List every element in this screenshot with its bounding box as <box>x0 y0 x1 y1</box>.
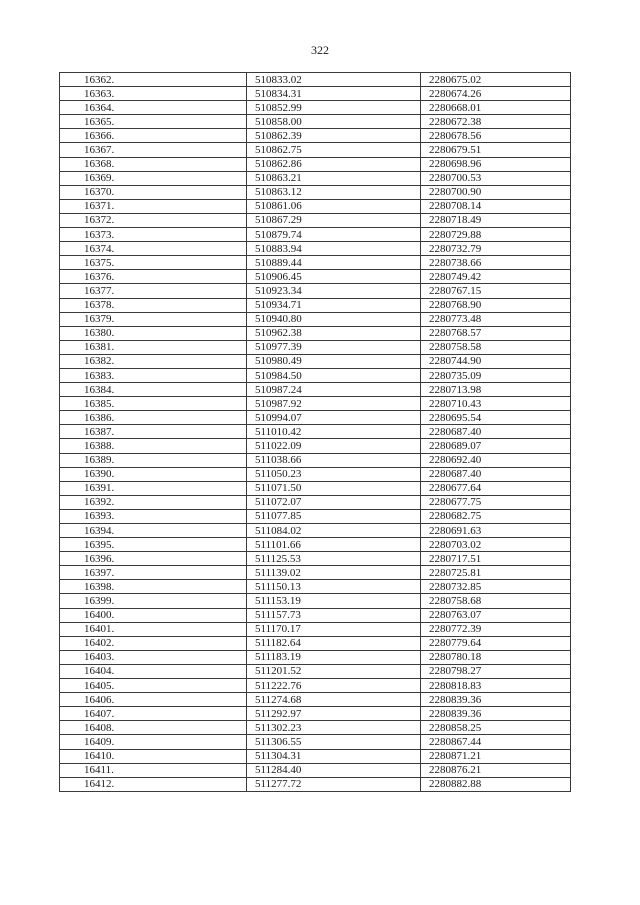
point-number-cell: 16372. <box>60 213 247 227</box>
y-coordinate-cell: 2280768.90 <box>421 298 571 312</box>
x-coordinate-cell: 511022.09 <box>247 439 421 453</box>
x-coordinate-cell: 510862.75 <box>247 143 421 157</box>
y-coordinate-cell: 2280780.18 <box>421 650 571 664</box>
table-row <box>60 763 571 777</box>
y-coordinate-cell: 2280839.36 <box>421 693 571 707</box>
x-coordinate-cell: 511284.40 <box>247 763 421 777</box>
y-coordinate-cell: 2280839.36 <box>421 707 571 721</box>
table-row <box>60 354 571 368</box>
x-coordinate-cell: 511101.66 <box>247 538 421 552</box>
y-coordinate-cell: 2280710.43 <box>421 397 571 411</box>
point-number-cell: 16369. <box>60 171 247 185</box>
point-number-cell: 16364. <box>60 101 247 115</box>
point-number-cell: 16367. <box>60 143 247 157</box>
point-number-cell: 16374. <box>60 242 247 256</box>
table-row <box>60 284 571 298</box>
table-row <box>60 383 571 397</box>
x-coordinate-cell: 510940.80 <box>247 312 421 326</box>
y-coordinate-cell: 2280768.57 <box>421 326 571 340</box>
y-coordinate-cell: 2280773.48 <box>421 312 571 326</box>
x-coordinate-cell: 510852.99 <box>247 101 421 115</box>
x-coordinate-cell: 510984.50 <box>247 368 421 382</box>
point-number-cell: 16412. <box>60 777 247 791</box>
point-number-cell: 16377. <box>60 284 247 298</box>
point-number-cell: 16389. <box>60 453 247 467</box>
table-row <box>60 340 571 354</box>
table-row <box>60 608 571 622</box>
table-row <box>60 566 571 580</box>
table-row <box>60 270 571 284</box>
table-row <box>60 199 571 213</box>
x-coordinate-cell: 511050.23 <box>247 467 421 481</box>
point-number-cell: 16366. <box>60 129 247 143</box>
y-coordinate-cell: 2280718.49 <box>421 213 571 227</box>
table-row <box>60 538 571 552</box>
x-coordinate-cell: 511182.64 <box>247 636 421 650</box>
y-coordinate-cell: 2280798.27 <box>421 664 571 678</box>
y-coordinate-cell: 2280703.02 <box>421 538 571 552</box>
point-number-cell: 16392. <box>60 495 247 509</box>
table-row <box>60 129 571 143</box>
table-row <box>60 467 571 481</box>
table-row <box>60 143 571 157</box>
y-coordinate-cell: 2280708.14 <box>421 199 571 213</box>
y-coordinate-cell: 2280767.15 <box>421 284 571 298</box>
point-number-cell: 16393. <box>60 509 247 523</box>
y-coordinate-cell: 2280717.51 <box>421 552 571 566</box>
table-row <box>60 171 571 185</box>
table-row <box>60 777 571 791</box>
y-coordinate-cell: 2280695.54 <box>421 411 571 425</box>
x-coordinate-cell: 511304.31 <box>247 749 421 763</box>
x-coordinate-cell: 511153.19 <box>247 594 421 608</box>
y-coordinate-cell: 2280749.42 <box>421 270 571 284</box>
point-number-cell: 16388. <box>60 439 247 453</box>
table-row <box>60 622 571 636</box>
x-coordinate-cell: 510934.71 <box>247 298 421 312</box>
point-number-cell: 16368. <box>60 157 247 171</box>
y-coordinate-cell: 2280871.21 <box>421 749 571 763</box>
x-coordinate-cell: 510867.29 <box>247 213 421 227</box>
point-number-cell: 16395. <box>60 538 247 552</box>
x-coordinate-cell: 510962.38 <box>247 326 421 340</box>
table-row <box>60 242 571 256</box>
point-number-cell: 16391. <box>60 481 247 495</box>
y-coordinate-cell: 2280700.90 <box>421 185 571 199</box>
point-number-cell: 16406. <box>60 693 247 707</box>
table-row <box>60 439 571 453</box>
table-row <box>60 636 571 650</box>
table-row <box>60 298 571 312</box>
x-coordinate-cell: 510861.06 <box>247 199 421 213</box>
y-coordinate-cell: 2280858.25 <box>421 721 571 735</box>
table-row <box>60 509 571 523</box>
page-number: 322 <box>311 43 329 57</box>
table-row <box>60 495 571 509</box>
point-number-cell: 16387. <box>60 425 247 439</box>
x-coordinate-cell: 510858.00 <box>247 115 421 129</box>
y-coordinate-cell: 2280738.66 <box>421 256 571 270</box>
x-coordinate-cell: 510987.24 <box>247 383 421 397</box>
point-number-cell: 16378. <box>60 298 247 312</box>
x-coordinate-cell: 510906.45 <box>247 270 421 284</box>
y-coordinate-cell: 2280735.09 <box>421 368 571 382</box>
point-number-cell: 16385. <box>60 397 247 411</box>
y-coordinate-cell: 2280687.40 <box>421 425 571 439</box>
point-number-cell: 16365. <box>60 115 247 129</box>
x-coordinate-cell: 510863.12 <box>247 185 421 199</box>
point-number-cell: 16405. <box>60 679 247 693</box>
point-number-cell: 16400. <box>60 608 247 622</box>
x-coordinate-cell: 511292.97 <box>247 707 421 721</box>
x-coordinate-cell: 511010.42 <box>247 425 421 439</box>
x-coordinate-cell: 510889.44 <box>247 256 421 270</box>
x-coordinate-cell: 510833.02 <box>247 73 421 87</box>
y-coordinate-cell: 2280674.26 <box>421 87 571 101</box>
y-coordinate-cell: 2280668.01 <box>421 101 571 115</box>
x-coordinate-cell: 510834.31 <box>247 87 421 101</box>
x-coordinate-cell: 510862.86 <box>247 157 421 171</box>
y-coordinate-cell: 2280732.79 <box>421 242 571 256</box>
y-coordinate-cell: 2280700.53 <box>421 171 571 185</box>
table-row <box>60 397 571 411</box>
x-coordinate-cell: 511277.72 <box>247 777 421 791</box>
point-number-cell: 16373. <box>60 228 247 242</box>
table-row <box>60 185 571 199</box>
table-row <box>60 157 571 171</box>
y-coordinate-cell: 2280744.90 <box>421 354 571 368</box>
table-row <box>60 87 571 101</box>
y-coordinate-cell: 2280779.64 <box>421 636 571 650</box>
x-coordinate-cell: 511183.19 <box>247 650 421 664</box>
table-row <box>60 425 571 439</box>
y-coordinate-cell: 2280713.98 <box>421 383 571 397</box>
x-coordinate-cell: 510980.49 <box>247 354 421 368</box>
x-coordinate-cell: 511077.85 <box>247 509 421 523</box>
point-number-cell: 16390. <box>60 467 247 481</box>
point-number-cell: 16383. <box>60 368 247 382</box>
x-coordinate-cell: 511302.23 <box>247 721 421 735</box>
table-row <box>60 735 571 749</box>
y-coordinate-cell: 2280758.68 <box>421 594 571 608</box>
table-row <box>60 368 571 382</box>
coordinates-table-body <box>60 73 571 792</box>
table-row <box>60 101 571 115</box>
point-number-cell: 16379. <box>60 312 247 326</box>
y-coordinate-cell: 2280763.07 <box>421 608 571 622</box>
x-coordinate-cell: 511222.76 <box>247 679 421 693</box>
x-coordinate-cell: 511084.02 <box>247 524 421 538</box>
y-coordinate-cell: 2280772.39 <box>421 622 571 636</box>
point-number-cell: 16363. <box>60 87 247 101</box>
x-coordinate-cell: 510879.74 <box>247 228 421 242</box>
table-row <box>60 326 571 340</box>
table-row <box>60 650 571 664</box>
table-row <box>60 453 571 467</box>
table-row <box>60 481 571 495</box>
point-number-cell: 16396. <box>60 552 247 566</box>
y-coordinate-cell: 2280679.51 <box>421 143 571 157</box>
point-number-cell: 16386. <box>60 411 247 425</box>
point-number-cell: 16375. <box>60 256 247 270</box>
table-row <box>60 664 571 678</box>
x-coordinate-cell: 511125.53 <box>247 552 421 566</box>
point-number-cell: 16384. <box>60 383 247 397</box>
point-number-cell: 16404. <box>60 664 247 678</box>
point-number-cell: 16394. <box>60 524 247 538</box>
table-row <box>60 312 571 326</box>
table-row <box>60 213 571 227</box>
x-coordinate-cell: 511071.50 <box>247 481 421 495</box>
x-coordinate-cell: 510994.07 <box>247 411 421 425</box>
x-coordinate-cell: 511306.55 <box>247 735 421 749</box>
x-coordinate-cell: 510977.39 <box>247 340 421 354</box>
x-coordinate-cell: 510987.92 <box>247 397 421 411</box>
y-coordinate-cell: 2280687.40 <box>421 467 571 481</box>
x-coordinate-cell: 511274.68 <box>247 693 421 707</box>
point-number-cell: 16362. <box>60 73 247 87</box>
y-coordinate-cell: 2280818.83 <box>421 679 571 693</box>
point-number-cell: 16408. <box>60 721 247 735</box>
x-coordinate-cell: 510862.39 <box>247 129 421 143</box>
table-row <box>60 707 571 721</box>
point-number-cell: 16401. <box>60 622 247 636</box>
y-coordinate-cell: 2280677.64 <box>421 481 571 495</box>
point-number-cell: 16407. <box>60 707 247 721</box>
y-coordinate-cell: 2280732.85 <box>421 580 571 594</box>
point-number-cell: 16410. <box>60 749 247 763</box>
x-coordinate-cell: 510923.34 <box>247 284 421 298</box>
table-row <box>60 228 571 242</box>
table-row <box>60 115 571 129</box>
table-row <box>60 679 571 693</box>
point-number-cell: 16399. <box>60 594 247 608</box>
table-row <box>60 749 571 763</box>
y-coordinate-cell: 2280672.38 <box>421 115 571 129</box>
y-coordinate-cell: 2280882.88 <box>421 777 571 791</box>
x-coordinate-cell: 511170.17 <box>247 622 421 636</box>
y-coordinate-cell: 2280677.75 <box>421 495 571 509</box>
point-number-cell: 16376. <box>60 270 247 284</box>
point-number-cell: 16370. <box>60 185 247 199</box>
point-number-cell: 16381. <box>60 340 247 354</box>
point-number-cell: 16409. <box>60 735 247 749</box>
point-number-cell: 16397. <box>60 566 247 580</box>
point-number-cell: 16403. <box>60 650 247 664</box>
table-row <box>60 256 571 270</box>
table-row <box>60 524 571 538</box>
point-number-cell: 16380. <box>60 326 247 340</box>
x-coordinate-cell: 510863.21 <box>247 171 421 185</box>
y-coordinate-cell: 2280692.40 <box>421 453 571 467</box>
y-coordinate-cell: 2280876.21 <box>421 763 571 777</box>
table-row <box>60 73 571 87</box>
y-coordinate-cell: 2280682.75 <box>421 509 571 523</box>
y-coordinate-cell: 2280698.96 <box>421 157 571 171</box>
x-coordinate-cell: 511038.66 <box>247 453 421 467</box>
x-coordinate-cell: 511072.07 <box>247 495 421 509</box>
point-number-cell: 16398. <box>60 580 247 594</box>
y-coordinate-cell: 2280678.56 <box>421 129 571 143</box>
table-row <box>60 721 571 735</box>
y-coordinate-cell: 2280758.58 <box>421 340 571 354</box>
y-coordinate-cell: 2280867.44 <box>421 735 571 749</box>
point-number-cell: 16402. <box>60 636 247 650</box>
y-coordinate-cell: 2280725.81 <box>421 566 571 580</box>
table-row <box>60 594 571 608</box>
table-row <box>60 552 571 566</box>
y-coordinate-cell: 2280675.02 <box>421 73 571 87</box>
table-row <box>60 411 571 425</box>
table-row <box>60 580 571 594</box>
y-coordinate-cell: 2280729.88 <box>421 228 571 242</box>
point-number-cell: 16382. <box>60 354 247 368</box>
point-number-cell: 16411. <box>60 763 247 777</box>
x-coordinate-cell: 511157.73 <box>247 608 421 622</box>
x-coordinate-cell: 510883.94 <box>247 242 421 256</box>
coordinates-table <box>59 72 571 792</box>
x-coordinate-cell: 511150.13 <box>247 580 421 594</box>
table-row <box>60 693 571 707</box>
y-coordinate-cell: 2280689.07 <box>421 439 571 453</box>
x-coordinate-cell: 511139.02 <box>247 566 421 580</box>
y-coordinate-cell: 2280691.63 <box>421 524 571 538</box>
point-number-cell: 16371. <box>60 199 247 213</box>
x-coordinate-cell: 511201.52 <box>247 664 421 678</box>
